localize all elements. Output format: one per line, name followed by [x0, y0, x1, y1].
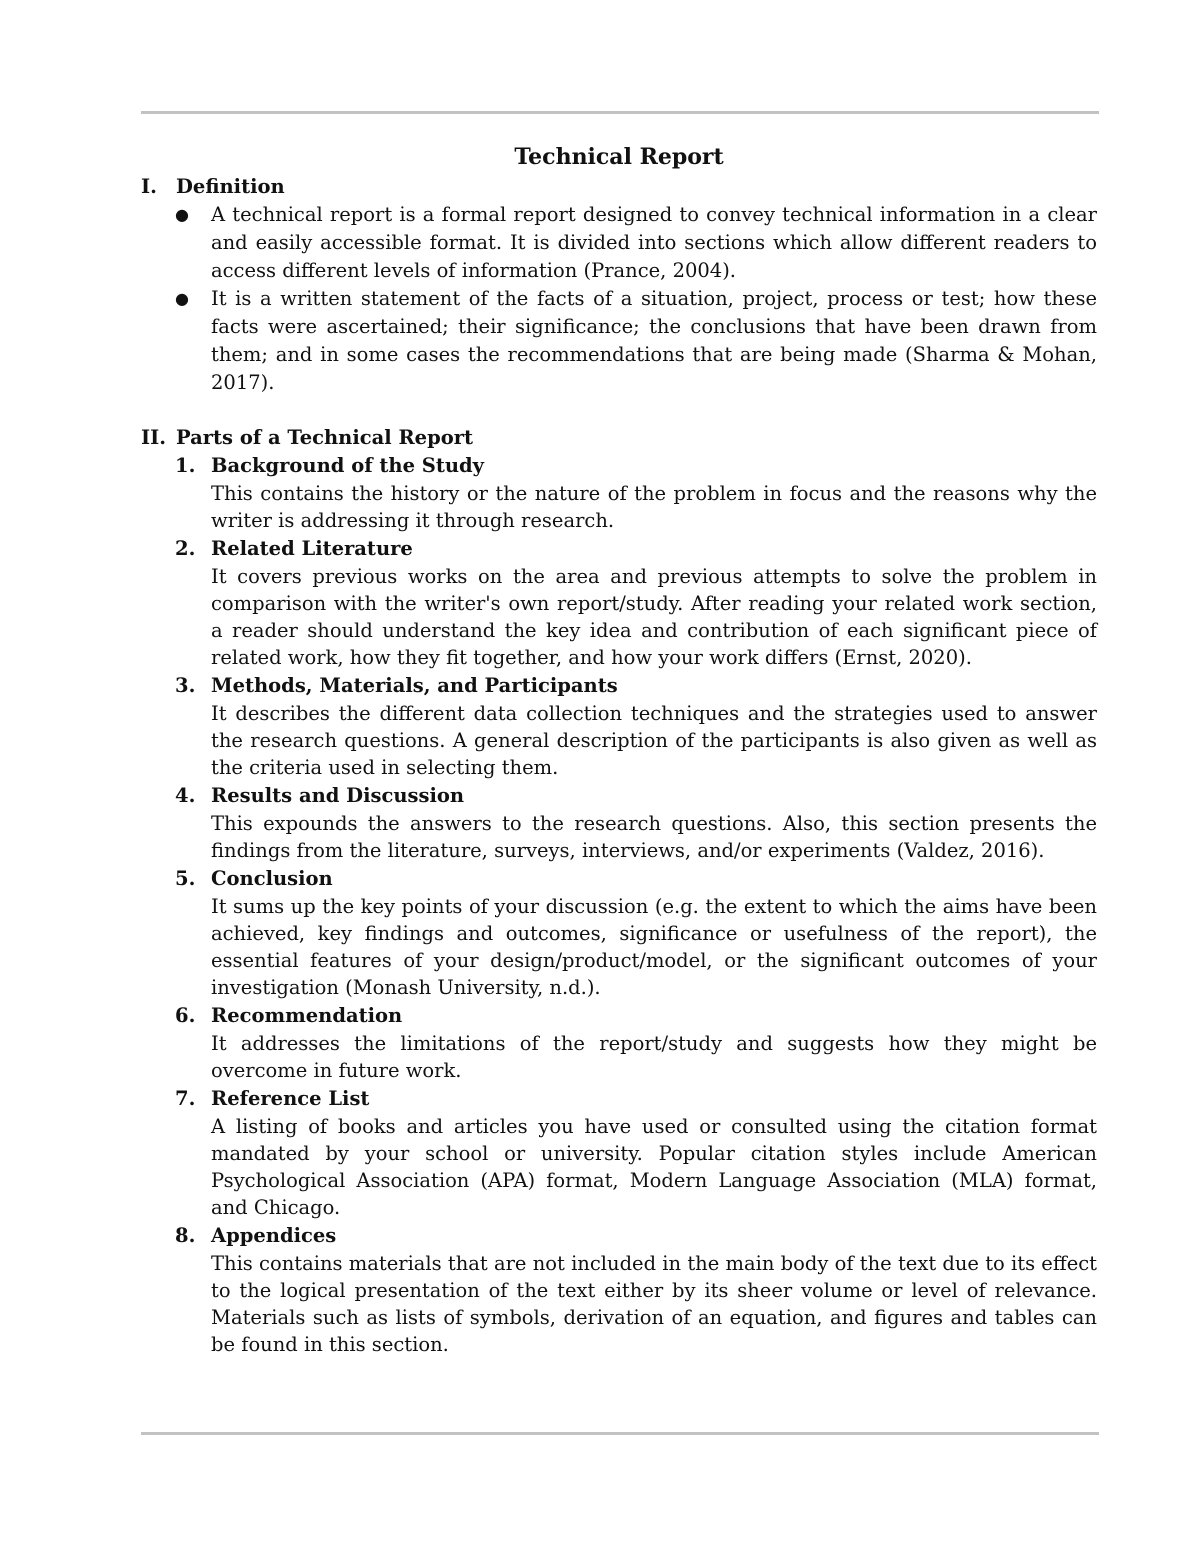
list-item — [141, 1002, 1097, 1084]
document-body — [141, 142, 1097, 1359]
part-title: Appendices — [211, 1224, 337, 1247]
part-title: Methods, Materials, and Participants — [211, 674, 618, 697]
part-description: It sums up the key points of your discussion (e.g. the extent to which the aims have been achieved, key findings and outcomes, significance or usefulness of the report), the essential features of your design/product/model, or the significant outcomes of your investigation (Monash University, n.d.). — [211, 895, 1097, 999]
list-item — [141, 865, 1097, 1001]
document-title: Technical Report — [514, 144, 724, 170]
part-body — [211, 1222, 1097, 1358]
part-body — [211, 865, 1097, 1001]
bullet-icon: ● — [175, 205, 189, 224]
part-body — [211, 452, 1097, 534]
part-description: A listing of books and articles you have used or consulted using the citation format mandated by your school or university. Popular citation styles include American Psychological Association (APA) format, Modern Language Association (MLA) format, and Chicago. — [211, 1115, 1097, 1219]
list-item — [141, 201, 1097, 285]
part-body — [211, 535, 1097, 671]
bullet-icon: ● — [175, 289, 189, 308]
section-heading-definition — [141, 173, 1097, 201]
part-number: 2. — [175, 537, 196, 560]
section-spacer — [141, 397, 1097, 424]
part-body — [211, 1002, 1097, 1084]
bullet-text: It is a written statement of the facts of a situation, project, process or test; how these facts were ascertained; their significance; the conclusions that have been drawn from them; and in some cases the recommendations that are being made (Sharma & Mohan, 2017). — [211, 287, 1097, 394]
part-body — [211, 1085, 1097, 1221]
parts-list — [141, 452, 1097, 1358]
header-rule — [141, 111, 1099, 114]
part-title: Conclusion — [211, 867, 333, 890]
part-number: 4. — [175, 784, 196, 807]
list-item — [141, 285, 1097, 397]
list-item — [141, 782, 1097, 864]
part-title: Related Literature — [211, 537, 413, 560]
list-item — [141, 1222, 1097, 1358]
footer-rule — [141, 1432, 1099, 1435]
part-title: Reference List — [211, 1087, 370, 1110]
part-body — [211, 672, 1097, 781]
section-title: Parts of a Technical Report — [176, 426, 473, 449]
list-item — [141, 535, 1097, 671]
section-heading-parts — [141, 424, 1097, 452]
part-body — [211, 782, 1097, 864]
section-numeral: II. — [141, 426, 167, 449]
part-number: 5. — [175, 867, 196, 890]
part-description: It describes the different data collection techniques and the strategies used to answer the research questions. A general description of the participants is also given as well as the criteria used in selecting them. — [211, 702, 1097, 779]
part-title: Background of the Study — [211, 454, 484, 477]
part-number: 1. — [175, 454, 196, 477]
part-number: 6. — [175, 1004, 196, 1027]
part-description: This contains materials that are not included in the main body of the text due to its effect to the logical presentation of the text either by its sheer volume or level of relevance. Materials such as lists of symbols, derivation of an equation, and figures and tables can be found in this section. — [211, 1252, 1097, 1356]
list-item — [141, 672, 1097, 781]
section-numeral: I. — [141, 175, 157, 198]
part-description: This expounds the answers to the research questions. Also, this section presents the findings from the literature, surveys, interviews, and/or experiments (Valdez, 2016). — [211, 812, 1097, 862]
part-description: It covers previous works on the area and previous attempts to solve the problem in comparison with the writer's own report/study. After reading your related work section, a reader should understand the key idea and contribution of each significant piece of related work, how they fit together, and how your work differs (Ernst, 2020). — [211, 565, 1097, 669]
list-item — [141, 452, 1097, 534]
part-title: Recommendation — [211, 1004, 403, 1027]
part-number: 3. — [175, 674, 196, 697]
part-title: Results and Discussion — [211, 784, 465, 807]
part-description: It addresses the limitations of the report/study and suggests how they might be overcome in future work. — [211, 1032, 1097, 1082]
section-title: Definition — [176, 175, 285, 198]
definition-list — [141, 201, 1097, 397]
part-number: 7. — [175, 1087, 196, 1110]
part-description: This contains the history or the nature of the problem in focus and the reasons why the writer is addressing it through research. — [211, 482, 1097, 532]
list-item — [141, 1085, 1097, 1221]
part-number: 8. — [175, 1224, 196, 1247]
bullet-text: A technical report is a formal report designed to convey technical information in a clear and easily accessible format. It is divided into sections which allow different readers to access different levels of information (Prance, 2004). — [211, 203, 1097, 282]
